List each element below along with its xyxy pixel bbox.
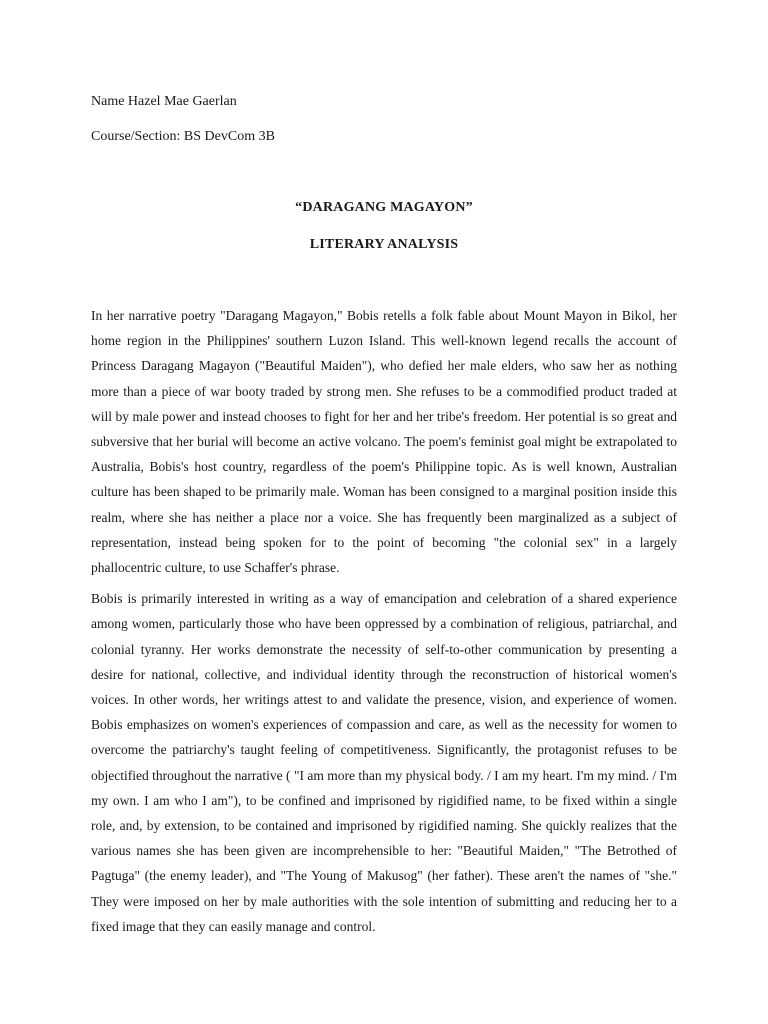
document-title: “DARAGANG MAGAYON” [295,200,473,215]
course-section: Course/Section: BS DevCom 3B [91,129,275,144]
paragraph-1: In her narrative poetry "Daragang Magayon," Bobis retells a folk fable about Mount Mayon in Bikol, her home region in the Philippines' southern Luzon Island. This well-known legend recalls the account of Princess Daragang Magayon ("Beautiful Maiden"), who defied her male elders, who saw her as nothing more than a piece of war booty traded by strong men. She refuses to be a commodified product traded at will by male power and instead chooses to fight for her and her tribe's freedom. Her potential is so great and subversive that her burial will become an active volcano. The poem's feminist goal might be extrapolated to Australia, Bobis's host country, regardless of the poem's Philippine topic. As is well known, Australian culture has been shaped to be primarily male. Woman has been consigned to a marginal position inside this realm, where she has neither a place nor a voice. She has frequently been marginalized as a subject of representation, instead being spoken for to the point of becoming "the colonial sex" in a largely phallocentric culture, to use Schaffer's phrase. [91,308,677,576]
paragraph-2: Bobis is primarily interested in writing as a way of emancipation and celebration of a shared experience among women, particularly those who have been oppressed by a combination of religious, patriarchal, and colonial tyranny. Her works demonstrate the necessity of self-to-other communication by presenting a desire for national, collective, and individual identity through the reconstruction of historical women's voices. In other words, her writings attest to and validate the presence, vision, and experience of women. Bobis emphasizes on women's experiences of compassion and care, as well as the necessity for women to overcome the patriarchy's taught feeling of competitiveness. Significantly, the protagonist refuses to be objectified throughout the narrative ( "I am more than my physical body. / I am my heart. I'm my mind. / I'm my own. I am who I am"), to be confined and imprisoned by rigidified name, to be fixed within a single role, and, by extension, to be contained and imprisoned by rigidified naming. She quickly realizes that the various names she has been given are incomprehensible to her: "Beautiful Maiden," "The Betrothed of Pagtuga" (the enemy leader), and "The Young of Makusog" (her father). These aren't the names of "she." They were imposed on her by male authorities with the sole intention of submitting and reducing her to a fixed image that they can easily manage and control. [91,591,677,934]
document-subtitle: LITERARY ANALYSIS [309,237,459,252]
student-name: Name Hazel Mae Gaerlan [91,94,237,109]
essay-body [91,303,677,939]
